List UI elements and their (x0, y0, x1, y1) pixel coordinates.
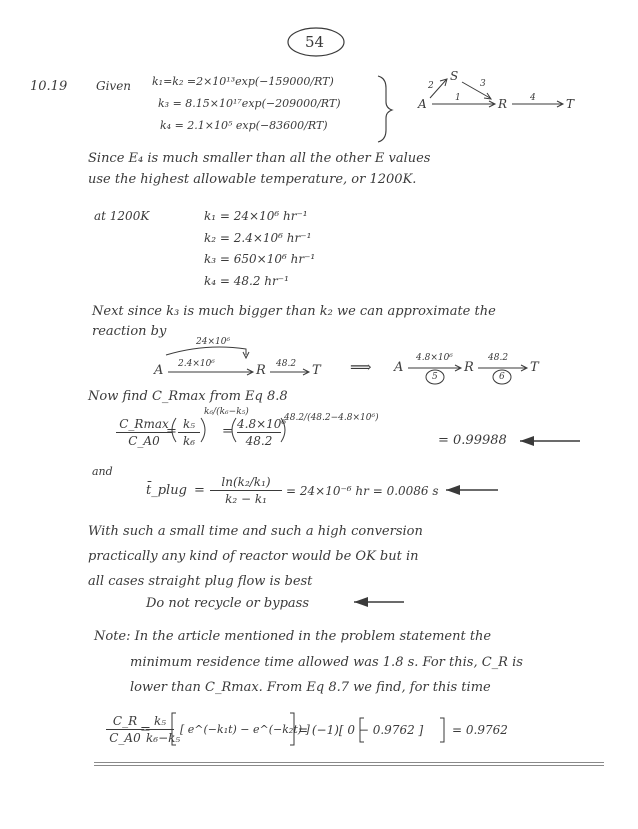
cmax-numeric-exponent: 48.2/(48.2−4.8×10⁶) (284, 413, 379, 423)
simplified-a: A (154, 363, 164, 378)
given-k3: k₃ = 8.15×10¹⁷exp(−209000/RT) (158, 97, 341, 110)
scheme-a: A (418, 97, 427, 111)
final-a: A (394, 360, 404, 375)
now-find-line: Now find C_Rmax from Eq 8.8 (88, 389, 288, 404)
given-k1-k2: k₁=k₂ =2×10¹³exp(−159000/RT) (152, 75, 334, 88)
final-bracket-expr: [ e^(−k₁t) − e^(−k₂t) ] (180, 723, 310, 736)
tplug-result: = 24×10⁻⁶ hr = 0.0086 s (286, 484, 439, 498)
simplified-t: T (312, 363, 321, 378)
cmax-ratio-num: k₅ (182, 417, 196, 431)
final-k-den: k₆−k₅ (146, 731, 181, 745)
final-rate-rt: 48.2 (488, 353, 509, 363)
final-eq-sign: = (140, 722, 151, 737)
cmax-eq-sign-2: = (222, 424, 233, 439)
with-line-2: practically any kind of reactor would be OK but in (88, 549, 419, 564)
cmax-numeric-num: 4.8×10⁶ (237, 417, 287, 431)
emphasis-arrow-cmax (520, 436, 580, 446)
scheme-label-4: 4 (530, 93, 536, 103)
problem-number: 10.19 (30, 79, 68, 94)
tplug-den: k₂ − k₁ (225, 492, 267, 506)
with-line-3: all cases straight plug flow is best (88, 574, 313, 589)
final-rate-ar: 4.8×10⁶ (416, 353, 453, 363)
final-result: = 0.9762 (452, 723, 508, 737)
scheme-label-1: 1 (455, 93, 461, 103)
scheme-r: R (498, 97, 508, 111)
final-k-num: k₅ (153, 714, 167, 728)
emphasis-arrow-recycle (354, 597, 404, 607)
scheme-s: S (450, 69, 459, 83)
simplified-r: R (256, 363, 266, 378)
tplug-fraction (210, 476, 282, 505)
note-line-2: minimum residence time allowed was 1.8 s. For this, C_R is (130, 655, 523, 670)
scheme-label-3: 3 (480, 79, 486, 89)
cmax-result: = 0.99988 (438, 433, 507, 448)
simplified-lower-rate: 2.4×10⁶ (178, 359, 215, 369)
final-lhs (106, 715, 144, 744)
k1-value: k₁ = 24×10⁶ hr⁻¹ (204, 209, 308, 223)
cmax-exponent: k₆/(k₆−k₅) (204, 407, 249, 417)
implies-arrow: ⟹ (350, 358, 372, 376)
given-label: Given (96, 79, 132, 93)
cmax-lhs-den: C_A0 (128, 434, 160, 448)
final-label-6: 6 (499, 372, 505, 382)
bottom-rule-2 (94, 765, 604, 766)
cmax-numeric-ratio (237, 417, 287, 448)
since-line-1: Since E₄ is much smaller than all the other E values (88, 151, 431, 166)
simplified-arrow-upper (166, 347, 246, 355)
at-temperature-label: at 1200K (94, 209, 150, 223)
tplug-num: ln(k₂/k₁) (221, 475, 271, 489)
final-t: T (530, 360, 539, 375)
cmax-ratio (178, 418, 200, 447)
emphasis-arrow-tplug (446, 485, 498, 495)
no-recycle-line: Do not recycle or bypass (146, 596, 309, 611)
cmax-eq-sign: = (166, 424, 177, 439)
final-label-5: 5 (432, 372, 438, 382)
note-line-1: Note: In the article mentioned in the problem statement the (94, 629, 492, 644)
bottom-rule (94, 762, 604, 763)
page-number: 54 (305, 33, 325, 51)
given-k4: k₄ = 2.1×10⁵ exp(−83600/RT) (160, 119, 328, 132)
cmax-lhs-num: C_Rmax (119, 417, 169, 431)
with-line-1: With such a small time and such a high conversion (88, 524, 423, 539)
cmax-numeric-den: 48.2 (245, 434, 273, 448)
tplug-eq-sign: = (194, 483, 205, 498)
final-k-ratio (146, 714, 181, 745)
k4-value: k₄ = 48.2 hr⁻¹ (204, 274, 289, 288)
cmax-lhs (116, 418, 172, 447)
note-line-3: lower than C_Rmax. From Eq 8.7 we find, for this time (130, 680, 491, 695)
since-line-2: use the highest allowable temperature, or 1200K. (88, 172, 417, 187)
given-brace (378, 76, 392, 142)
simplified-rate-rt: 48.2 (276, 359, 297, 369)
k3-value: k₃ = 650×10⁶ hr⁻¹ (204, 252, 316, 266)
k2-value: k₂ = 2.4×10⁶ hr⁻¹ (204, 231, 312, 245)
next-line-1: Next since k₃ is much bigger than k₂ we can approximate the (92, 304, 496, 319)
simplified-upper-rate: 24×10⁶ (196, 337, 231, 347)
scheme-label-2: 2 (428, 81, 434, 91)
tplug-lhs: t̄_plug (146, 483, 187, 498)
and-label: and (92, 465, 113, 478)
scheme-t: T (566, 97, 575, 111)
final-mid-expr: = (−1)[ 0 − 0.9762 ] (298, 723, 424, 737)
final-r: R (464, 360, 474, 375)
next-line-2: reaction by (92, 324, 167, 339)
final-lhs-den: C_A0 (109, 731, 141, 745)
cmax-ratio-den: k₆ (182, 434, 196, 448)
final-lhs-num: C_R (112, 714, 138, 728)
